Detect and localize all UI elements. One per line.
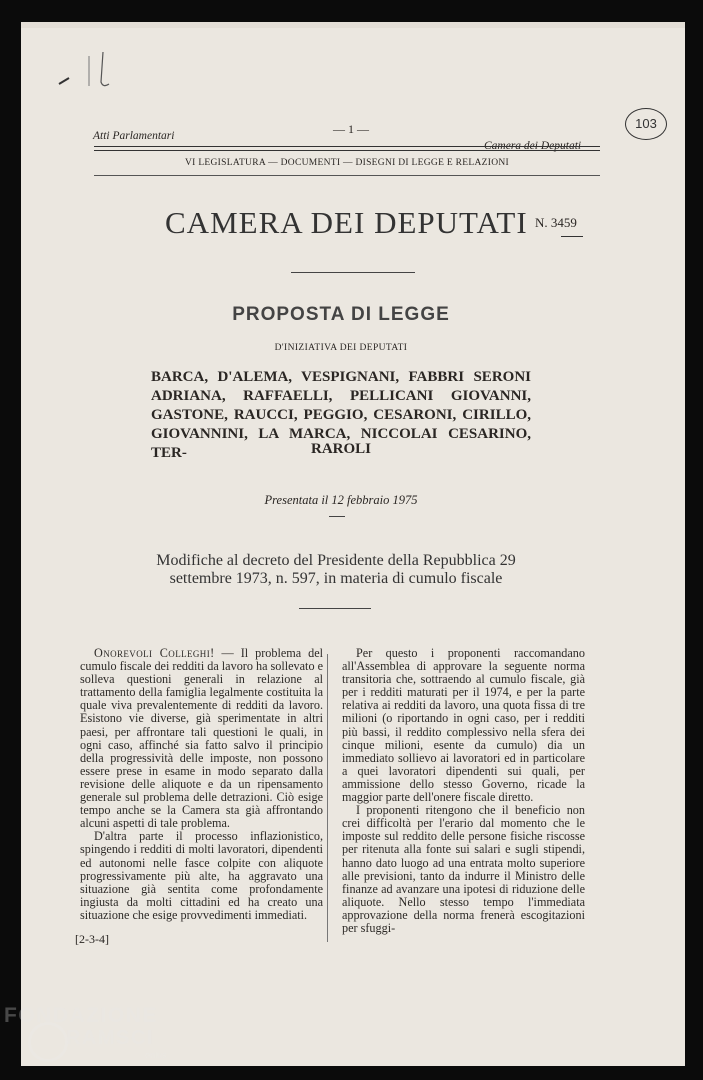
page-number: — 1 —: [333, 122, 369, 136]
document-number-text: N. 3459: [535, 215, 577, 230]
watermark-text: onlus: [145, 1050, 167, 1060]
paragraph: Per questo i proponenti raccomandano all'Assemblea di approvare la seguente norma transitoria che, sottraendo al cumulo fiscale, già per i redditi maturati per il 1974, e per la parte relativa ai redditi da lavoro, una quota fissa di tre milioni (o riportando in ogni caso, per i redditi più bassi, il reddito complessivo nella sfera dei cinque milioni, esente da cumulo) dia un immediato sollievo ai lavoratori ed in particolare a quei lavoratori dipendenti sui quali, per ammissione dello stesso Governo, ricade la maggior parte dell'onere fiscale diretto.: [342, 646, 585, 805]
header-rule: [94, 150, 600, 151]
title-rule: [291, 272, 415, 273]
header-rule: [94, 146, 600, 147]
separator-dash: [329, 516, 345, 517]
chamber-title: CAMERA DEI DEPUTATI: [165, 205, 528, 240]
header-rule: [94, 175, 600, 176]
subject-rule: [299, 608, 371, 609]
document-number: [535, 215, 583, 237]
salutation: Onorevoli Colleghi!: [94, 646, 215, 660]
watermark-logo-icon: [28, 1022, 68, 1062]
header-right: Camera dei Deputati: [484, 140, 582, 152]
paragraph-text: — Il problema del cumulo fiscale dei redditi da lavoro ha sollevato e solleva questioni generali in relazione al trattamento della famiglia legalmente costituita la quale viva prevalentemente di redditi da lavoro. Esistono vie diverse, già sperimentate in altri paesi, per affrontare tali questioni le quali, in ogni caso, affinché sia fatto salvo il principio della progressività delle imposte, non possono essere prese in esame in modo separato dalla revisione delle aliquote e da un ripensamento generale sul problema delle detrazioni. Ciò esige tempo anche se la Camera sta già affrontando alcuni aspetti di tale problema.: [80, 646, 324, 831]
header-subtitle: VI LEGISLATURA — DOCUMENTI — DISEGNI DI LEGGE E RELAZIONI: [185, 158, 509, 168]
pencil-mark: [51, 52, 111, 88]
text-column-right: [342, 647, 585, 935]
watermark-text: FONDAZIONE: [4, 1004, 158, 1027]
paragraph: D'altra parte il processo inflazionistico, spingendo i redditi di molti lavoratori, dipendenti ed autonomi nelle fasce colpite con aliquote progressivamente più alte, ha aggravato una situazione già sentita come profondamente ingiusta da molti cittadini ed ha creato una situazione che esige provvedimenti immediati.: [80, 829, 323, 922]
paper-edge: [21, 22, 685, 28]
paragraph: [80, 647, 323, 830]
column-divider: [327, 654, 328, 942]
presentation-date: Presentata il 12 febbraio 1975: [264, 493, 418, 507]
print-code: [2-3-4]: [75, 932, 109, 946]
number-dash: [561, 236, 583, 237]
initiative-line: D'INIZIATIVA DEI DEPUTATI: [274, 343, 408, 353]
authors-list: BARCA, D'ALEMA, VESPIGNANI, FABBRI SERONI ADRIANA, RAFFAELLI, PELLICANI GIOVANNI, GASTONE, RAUCCI, PEGGIO, CESARONI, CIRILLO, GIOVANNINI, LA MARCA, NICCOLAI CESARINO, TER-: [151, 369, 531, 461]
bill-subject: Modifiche al decreto del Presidente della Repubblica 29 settembre 1973, n. 597, in materia di cumulo fiscale: [156, 552, 516, 587]
law-type: PROPOSTA DI LEGGE: [232, 304, 450, 325]
paragraph: I proponenti ritengono che il beneficio non crei difficoltà per l'erario dal momento che le imposte sul reddito delle persone fisiche riscosse per ritenuta alla fonte sui salari e sugli stipendi, hanno dato luogo ad una entrata molto superiore alle previsioni, tanto da indurre il Ministro delle finanze ad avanzare una ipotesi di riduzione delle aliquote. Nello stesso tempo l'immediata approvazione della norma frenerà escogitazioni per sfuggi-: [342, 803, 585, 935]
watermark-text: RAMSCI: [66, 1027, 154, 1049]
text-column-left: [80, 647, 323, 922]
document-page: [21, 22, 685, 1066]
authors-list-end: RAROLI: [310, 441, 371, 457]
header-left: Atti Parlamentari: [93, 130, 175, 142]
catalog-stamp: 103: [625, 108, 667, 140]
